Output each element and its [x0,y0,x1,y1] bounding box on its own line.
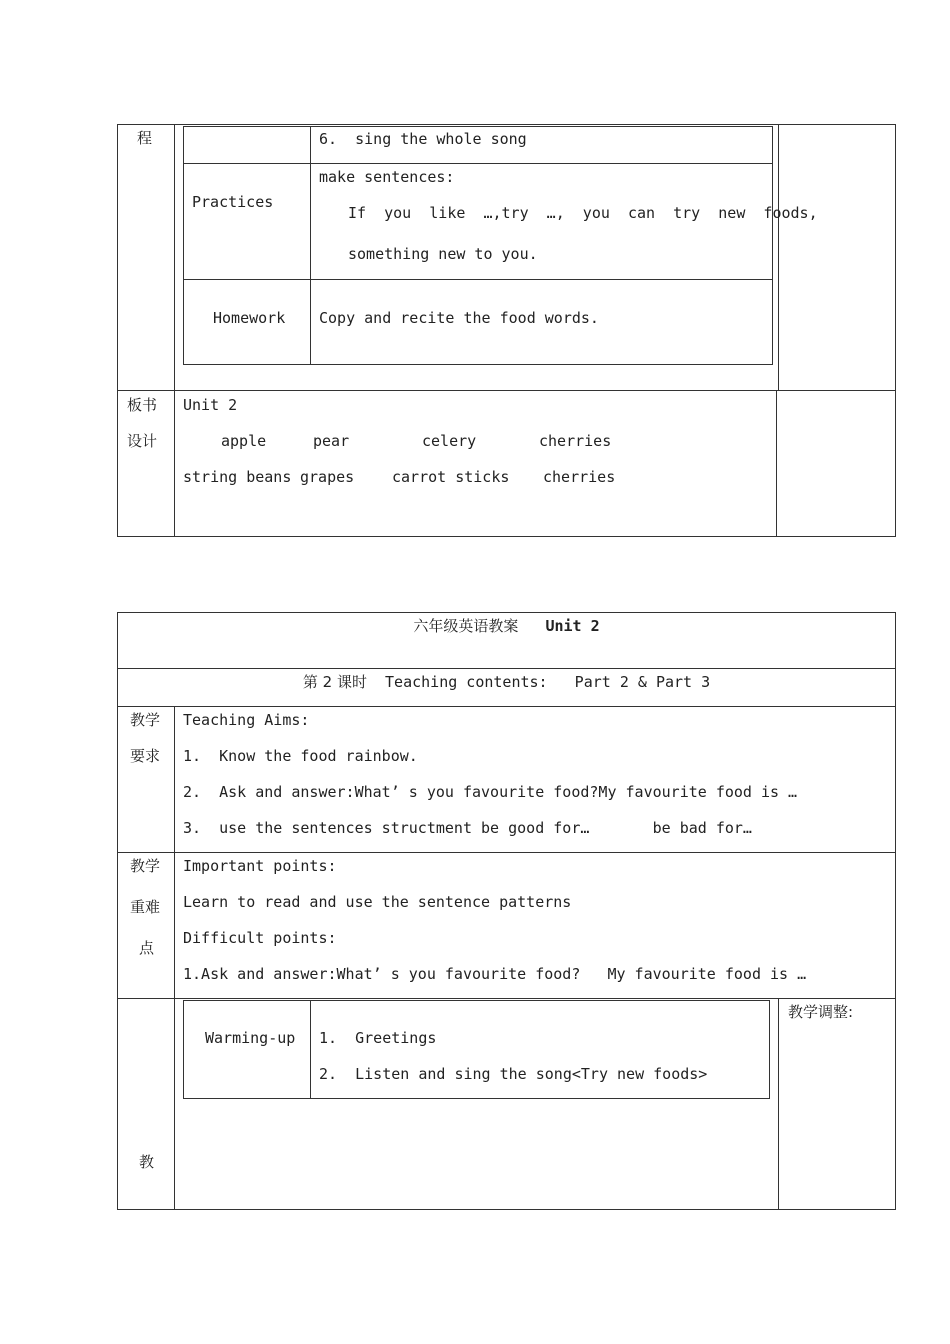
aims-label-2: 要求 [130,747,161,765]
lesson-plan-title [117,617,896,635]
practices-line-3: something new to you. [348,245,538,263]
warmup-item: 2. Listen and sing the song<Try new foods> [319,1065,708,1083]
lesson-number: 第 2 课时 [302,673,367,691]
aims-title: Teaching Aims: [183,711,310,729]
warmup-label: Warming-up [205,1029,296,1047]
board-word: celery [422,432,477,450]
key-points-label-1: 教学 [130,857,161,875]
lesson-info [117,673,896,691]
board-word: string beans [183,468,292,486]
aims-label-1: 教学 [130,711,161,729]
board-word: carrot sticks [392,468,510,486]
practices-line-2: If you like …,try …, you can try new foods, [348,204,818,222]
board-word: apple [221,432,267,450]
board-design-label-1: 板书 [127,396,158,414]
teaching-contents: Teaching contents: Part 2 & Part 3 [385,673,711,691]
board-word: cherries [543,468,616,486]
board-title: Unit 2 [183,396,238,414]
important-points-text: Learn to read and use the sentence patterns [183,893,572,911]
board-word: pear [313,432,350,450]
title-unit: Unit 2 [545,617,600,635]
homework-text: Copy and recite the food words. [319,309,599,327]
warmup-item: 1. Greetings [319,1029,437,1047]
aim-item: 3. use the sentences structment be good for… be bad for… [183,819,752,837]
practices-line-1: make sentences: [319,168,455,186]
adjustment-label: 教学调整: [788,1003,854,1021]
aim-item: 1. Know the food rainbow. [183,747,418,765]
process-label: 教 [139,1153,155,1171]
board-design-label-2: 设计 [127,432,158,450]
aim-item: 2. Ask and answer:What’ s you favourite food?My favourite food is … [183,783,798,801]
homework-label: Homework [213,309,286,327]
important-points-title: Important points: [183,857,337,875]
board-word: cherries [539,432,612,450]
key-points-label-2: 重难 [130,898,161,916]
section-label-process: 程 [137,129,153,147]
key-points-label-3: 点 [139,939,155,957]
board-word: grapes [300,468,355,486]
step-6-text: 6. sing the whole song [319,130,527,148]
difficult-points-text: 1.Ask and answer:What’ s you favourite food? My favourite food is … [183,965,807,983]
difficult-points-title: Difficult points: [183,929,337,947]
practices-label: Practices [192,193,274,211]
title-cn: 六年级英语教案 [413,617,519,635]
